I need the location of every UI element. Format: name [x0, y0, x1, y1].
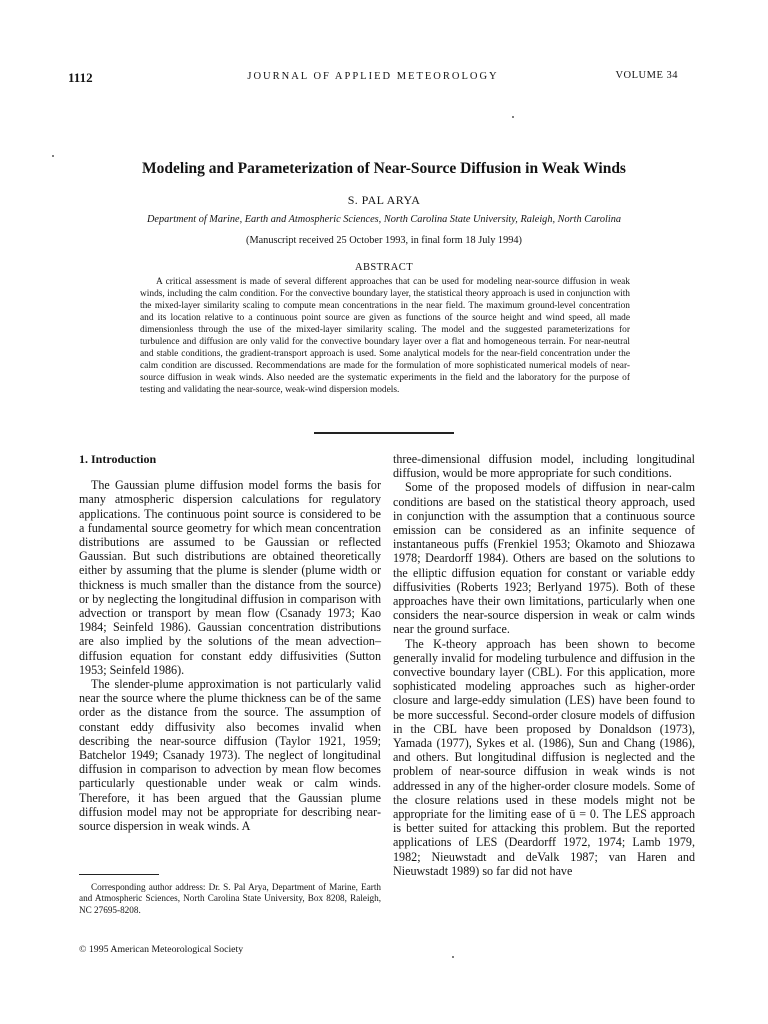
- author-name: S. PAL ARYA: [347, 193, 421, 207]
- left-column: [79, 452, 381, 833]
- copyright-notice: © 1995 American Meteorological Society: [79, 944, 244, 955]
- journal-name: JOURNAL OF APPLIED METEOROLOGY: [247, 71, 499, 82]
- scan-speck: [52, 155, 54, 157]
- section-divider: [314, 432, 454, 434]
- footnote-rule: [79, 874, 159, 875]
- running-head: [68, 70, 678, 86]
- right-column: [393, 452, 695, 878]
- body-paragraph: three-dimensional diffusion model, including longitudinal diffusion, would be more appropriate for such conditions.: [393, 452, 695, 481]
- article-title: Modeling and Parameterization of Near-Source Diffusion in Weak Winds: [142, 160, 626, 177]
- section-heading: 1. Introduction: [79, 452, 157, 466]
- page-number: 1112: [68, 70, 93, 85]
- body-paragraph: The Gaussian plume diffusion model forms the basis for many atmospheric dispersion calculations for regulatory applications. The continuous point source is considered to be a fundamental source geometry for which mean concentration distributions are assumed to be Gaussian or reflected Gaussian. But such distributions are obtained theoretically either by assuming that the plume is slender (plume width or thickness is much smaller than the distance from the source) or by neglecting the longitudinal diffusion in comparison with advection or transport by mean flow (Csanady 1973; Kao 1984; Seinfeld 1986). Gaussian concentration distributions are also implied by the solutions of the mean advection–diffusion equation for constant eddy diffusivities (Sutton 1953; Seinfeld 1986).: [79, 478, 381, 677]
- manuscript-dates: (Manuscript received 25 October 1993, in final form 18 July 1994): [246, 235, 522, 246]
- body-paragraph: Some of the proposed models of diffusion in near-calm conditions are based on the statistical theory approach, used in conjunction with the assumption that a continuous source emission can be considered as an infinite sequence of instantaneous puffs (Frenkiel 1953; Okamoto and Shiozawa 1978; Deardorff 1984). Others are based on the solutions to the elliptic diffusion equation for constant or variable eddy diffusivities (Roberts 1923; Berlyand 1975). Both of these approaches have their own limitations, particularly when one considers the near-source dispersion in weak or calm winds near the ground surface.: [393, 480, 695, 637]
- scan-speck: [512, 116, 514, 118]
- body-paragraph: The K-theory approach has been shown to become generally invalid for modeling turbulence and diffusion in the convective boundary layer (CBL). For this application, more sophisticated modeling approaches such as higher-order closure and large-eddy simulation (LES) have been found to be more successful. Second-order closure models of diffusion in the CBL have been proposed by Donaldson (1973), Yamada (1977), Sykes et al. (1986), Sun and Chang (1986), and others. But longitudinal diffusion is neglected and the problem of near-source diffusion in weak winds is not addressed in any of the higher-order closure models. Some of the closure relations used in these models might not be appropriate for the limiting ease of ū = 0. The LES approach is better suited for attacking this problem. But the reported applications of LES (Deardorff 1972, 1974; Lamb 1979, 1982; Nieuwstadt and deValk 1987; van Haren and Nieuwstadt 1989) so far did not have: [393, 636, 695, 878]
- abstract-heading: ABSTRACT: [354, 262, 414, 273]
- abstract-text: A critical assessment is made of several different approaches that can be used for modeling near-source diffusion in weak winds, including the calm condition. For the convective boundary layer, the statistical theory approach is used in conjunction with the mixed-layer similarity scaling to compute mean concentrations in the near field. The maximum ground-level concentration and its location relative to a continuous point source are given as functions of the source height and wind speed, all made dimensionless through the use of the mixed-layer similarity scaling. The model and the suggested parameterizations for turbulence and diffusion are only valid for the convective boundary layer over a flat and homogeneous terrain. For near-neutral and stable conditions, the gradient-transport approach is used. Some analytical models for the near-field concentration under the calm condition are discussed. Recommendations are made for the formulation of more sophisticated numerical models of near-source diffusion in weak winds. Also needed are the systematic experiments in the field and the laboratory for the purpose of testing and validating the near-source, weak-wind dispersion models.: [140, 277, 630, 395]
- body-paragraph: The slender-plume approximation is not particularly valid near the source where the plume thickness can be of the same order as the distance from the source. The assumption of constant eddy diffusivity also becomes invalid when describing the near-source diffusion (Taylor 1921, 1959; Batchelor 1949; Csanady 1973). The neglect of longitudinal diffusion in comparison to advection by mean flow becomes particularly questionable under weak or calm winds. Therefore, it has been argued that the Gaussian plume diffusion model may not be appropriate for describing near-source dispersion in weak winds. A: [79, 677, 381, 834]
- volume-label: VOLUME 34: [615, 70, 678, 81]
- author-affiliation: Department of Marine, Earth and Atmospheric Sciences, North Carolina State University, Raleigh, North Carolina: [146, 214, 622, 225]
- corresponding-author-footnote: Corresponding author address: Dr. S. Pal Arya, Department of Marine, Earth and Atmospheric Sciences, North Carolina State University, Box 8208, Raleigh, NC 27695-8208.: [79, 882, 381, 915]
- scan-speck: [452, 956, 454, 958]
